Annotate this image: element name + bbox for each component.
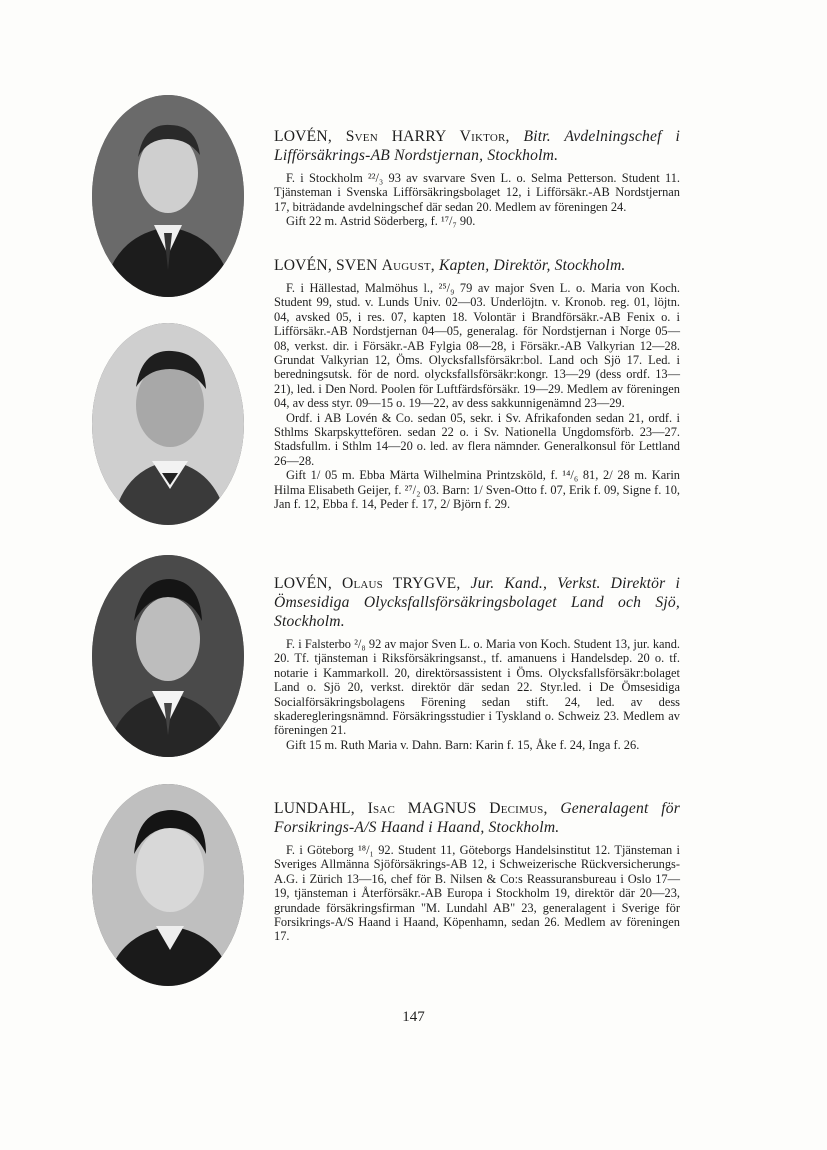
- entry-heading: [274, 574, 680, 631]
- entry-given-name-caps: TRYGVE,: [392, 575, 461, 592]
- entry-body: [274, 843, 680, 944]
- portrait-trygve-loven: [92, 555, 244, 757]
- entry-title: Generalagent för Forsikrings-A/S Haand i Haand, Stockholm.: [274, 800, 680, 836]
- entry-paragraph: F. i Hällestad, Malmöhus l., ²⁵/₉ 79 av major Sven L. o. Maria von Koch. Student 99, stud. v. Lunds Univ. 02—03. Underlöjtn. v. Kronob. reg. 01, löjtn. 04, avsked 05, i res. 07, kapten 18. Volontär i Brandförsäkr.-AB Fenix o. i Lifförsäkr.-AB Nordstjernan 04—05, generalag. för Nordstjernan i Norge 05—08, verkst. dir. i Försäkr.-AB Fylgia 08—28, i Försäkr.-AB Valkyrian 12—28. Grundat Valkyrian 12, Öms. Olycksfallsförsäkr:bol. Land och Sjö 17. Led. i beredningsutsk. för de nord. olycksfallsförsäkr:kongr. 13—29 (dess ordf. 13—21), led. i Den Nord. Poolen för Luftfärdsförsäkr. 19—29. Medlem av föreningen 04, av dess styr. 09—15 o. 19—22, av dess sakkunnigenämnd 23—29.: [274, 281, 680, 411]
- entry-trygve-loven: [274, 574, 680, 752]
- entry-surname: LOVÉN, SVEN: [274, 257, 378, 274]
- entry-body: [274, 281, 680, 512]
- entry-heading: [274, 256, 680, 275]
- entry-paragraph: Gift 1/ 05 m. Ebba Märta Wilhelmina Printzsköld, f. ¹⁴/₆ 81, 2/ 28 m. Karin Hilma Elisabeth Geijer, f. ²⁷/₂ 03. Barn: 1/ Sven-Otto f. 07, Erik f. 09, Signe f. 10, Jan f. 12, Ebba f. 14, Peder f. 17, 2/ Björn f. 29.: [274, 468, 680, 512]
- entry-given-name: Olaus: [342, 575, 383, 592]
- entry-surname: LOVÉN,: [274, 575, 332, 592]
- portrait-photo: [92, 784, 244, 986]
- entry-given-name: August,: [381, 257, 435, 274]
- entry-given-name-caps: HARRY: [391, 128, 446, 145]
- entry-given-name: Decimus,: [489, 800, 548, 817]
- entry-given-name-caps: MAGNUS: [407, 800, 477, 817]
- entry-title: Jur. Kand., Verkst. Direktör i Ömsesidiga Olycksfallsförsäkringsbolaget Land och Sjö, Stockholm.: [274, 575, 680, 630]
- entry-given-name: Sven: [345, 128, 378, 145]
- entry-surname: LOVÉN,: [274, 128, 332, 145]
- entry-body: [274, 171, 680, 229]
- entry-paragraph: Ordf. i AB Lovén & Co. sedan 05, sekr. i Sv. Afrikafonden sedan 21, ordf. i Sthlms Skarpskyttefören. sedan 22 o. i Sv. Nationella Ungdomsförb. 23—27. Stadsfullm. i Sthlm 14—20 o. led. av flera nämnder. Generalkonsul för Lettland 26—28.: [274, 410, 680, 468]
- entry-given-name: Viktor,: [459, 128, 510, 145]
- entry-paragraph: Gift 22 m. Astrid Söderberg, f. ¹⁷/₇ 90.: [286, 214, 476, 229]
- portrait-sven-august-loven: [92, 323, 244, 525]
- entry-given-name: Isac: [367, 800, 395, 817]
- portrait-photo: [92, 555, 244, 757]
- entry-paragraph: F. i Stockholm ²²/₃ 93 av svarvare Sven L. o. Selma Petterson. Student 11. Tjänsteman i Svenska Lifförsäkringsbolaget 12, i Lifförsäkr.-AB Nordstjernan 17, biträdande avdelningschef där sedan 20. Medlem av föreningen 24.: [274, 171, 680, 214]
- portrait-photo: [92, 95, 244, 297]
- entry-paragraph: F. i Falsterbo ²/₈ 92 av major Sven L. o. Maria von Koch. Student 13, jur. kand. 20. Tf. tjänsteman i Riksförsäkringsanst., tf. amanuens i Handelsdep. 20 o. tf. notarie i Kammarkoll. 20, direktörsassistent i Öms. Olycksfallsförsäkr:bolaget Land o. Sjö 20, verkst. direktör där sedan 22. Styr.led. i De Ömsesidiga Socialförsäkringsbolagens Förening sedan stift. 24, led. av dess skaderegleringsnämnd. Försäkringsstudier i Tyskland o. Schweiz 23. Medlem av föreningen 21.: [274, 637, 680, 738]
- portrait-magnus-lundahl: [92, 784, 244, 986]
- entry-body: [274, 637, 680, 752]
- entry-paragraph: F. i Göteborg ¹⁸/₁ 92. Student 11, Göteborgs Handelsinstitut 12. Tjänsteman i Sveriges Allmänna Sjöförsäkrings-AB 12, i Schweizerische Rückversicherungs-A.G. i Zürich 13—16, chef för B. Nilsen & Co:s Reassuransbureau i Oslo 17—19, tjänsteman i Återförsäkr.-AB Europa i Stockholm 19, direktör där 20—23, grundade försäkringsfirman "M. Lundahl AB" 23, generalagent i Sverige för Forsikrings-A/S Haand i Haand, Köpenhamn, sedan 26. Medlem av föreningen 17.: [274, 843, 680, 944]
- entry-title: Kapten, Direktör, Stockholm.: [439, 257, 626, 274]
- entry-heading: [274, 799, 680, 837]
- entry-harry-loven: [274, 127, 680, 229]
- portrait-photo: [92, 323, 244, 525]
- entry-heading: [274, 127, 680, 165]
- entry-sven-august-loven: [274, 256, 680, 512]
- page-number: 147: [402, 1009, 425, 1025]
- portrait-harry-loven: [92, 95, 244, 297]
- entry-paragraph: Gift 15 m. Ruth Maria v. Dahn. Barn: Karin f. 15, Åke f. 24, Inga f. 26.: [286, 737, 640, 752]
- entry-title: Bitr. Avdelningschef i Lifförsäkrings-AB Nordstjernan, Stockholm.: [274, 128, 680, 164]
- entry-surname: LUNDAHL,: [274, 800, 355, 817]
- entry-magnus-lundahl: [274, 799, 680, 944]
